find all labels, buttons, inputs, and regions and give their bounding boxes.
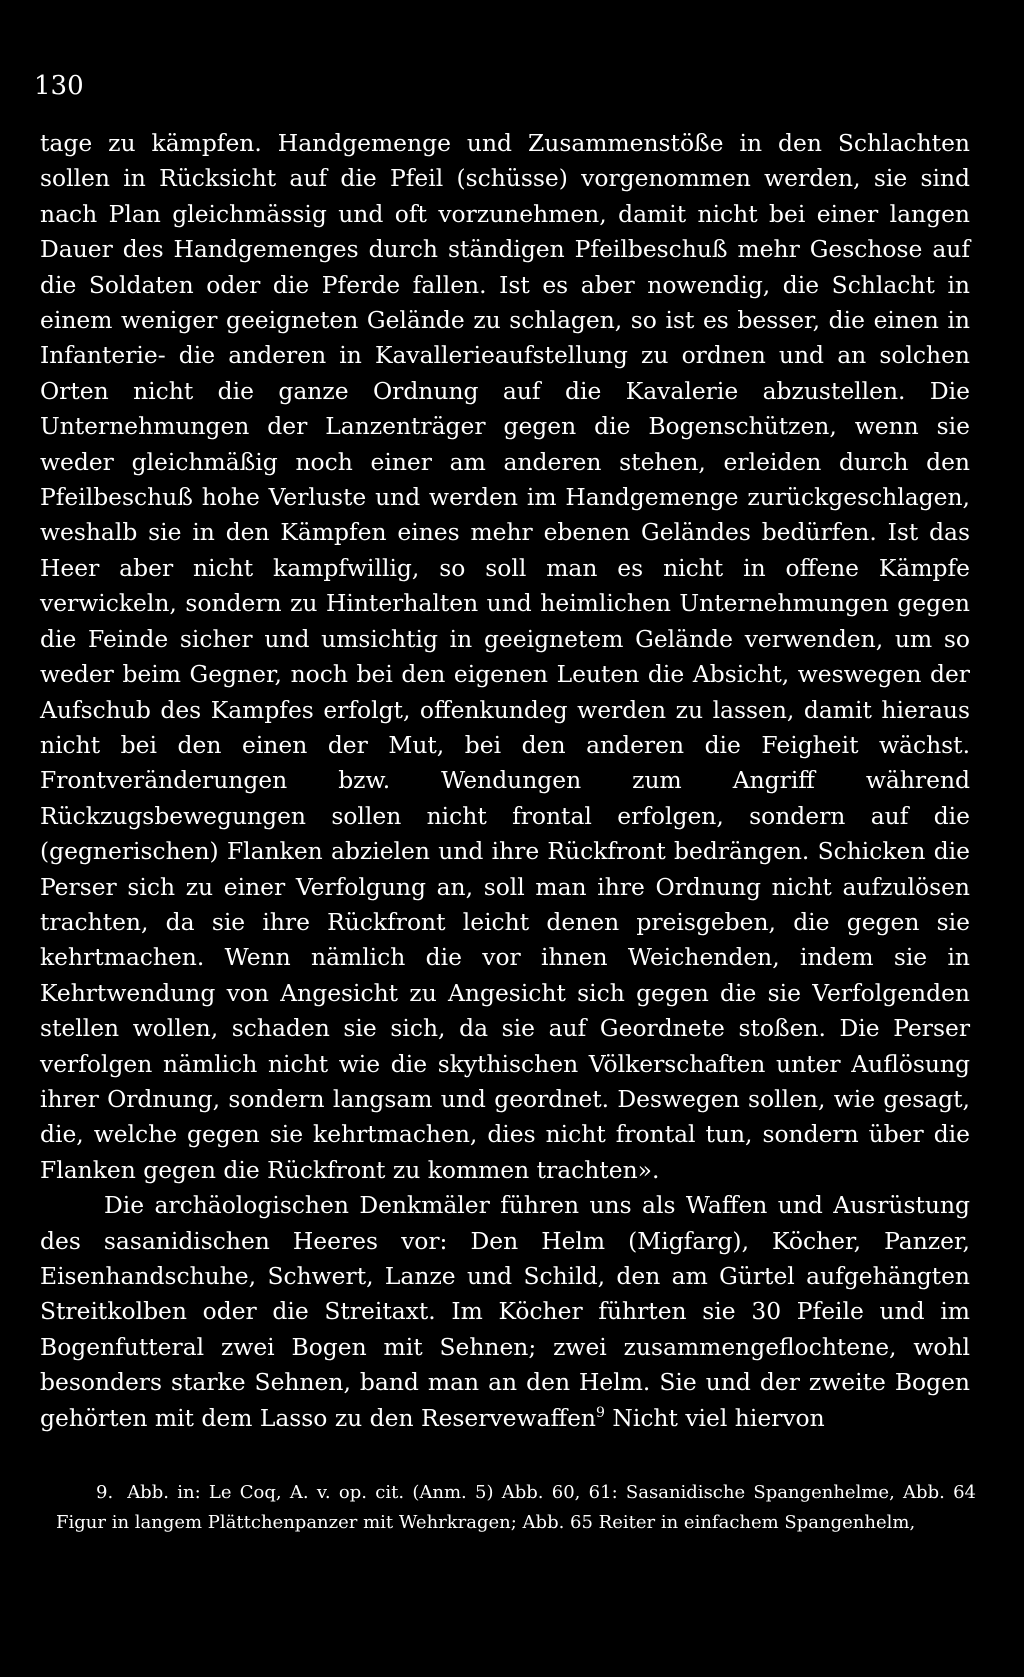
footnote-text: Abb. in: Le Coq, A. v. op. cit. (Anm. 5) Abb. 60, 61: Sasanidische Spangenhelme, Abb. 64 Figur in langem Plättchenpanzer mit Wehrkragen; Abb. 65 Reiter in einfachem Spangenhelm, [56,1482,976,1533]
footnote-number: 9. [96,1482,114,1503]
footnote [56,1478,976,1538]
paragraph-1: tage zu kämpfen. Handgemenge und Zusammenstöße in den Schlachten sollen in Rücksicht auf die Pfeil (schüsse) vorgenommen werden, sie sind nach Plan gleichmässig und oft vorzunehmen, damit nicht bei einer langen Dauer des Handgemenges durch ständigen Pfeilbeschuß mehr Geschose auf die Soldaten oder die Pferde fallen. Ist es aber nowendig, die Schlacht in einem weniger geeigneten Gelände zu schlagen, so ist es besser, die einen in Infanterie- die anderen in Kavallerieaufstellung zu ordnen und an solchen Orten nicht die ganze Ordnung auf die Kavalerie abzustellen. Die Unternehmungen der Lanzenträger gegen die Bogenschützen, wenn sie weder gleichmäßig noch einer am anderen stehen, erleiden durch den Pfeilbeschuß hohe Verluste und werden im Handgemenge zurückgeschlagen, weshalb sie in den Kämpfen eines mehr ebenen Geländes bedürfen. Ist das Heer aber nicht kampfwillig, so soll man es nicht in offene Kämpfe verwickeln, sondern zu Hinterhalten und heimlichen Unternehmungen gegen die Feinde sicher und umsichtig in geeignetem Gelände verwenden, um so weder beim Gegner, noch bei den eigenen Leuten die Absicht, weswegen der Aufschub des Kampfes erfolgt, offenkundeg werden zu lassen, damit hieraus nicht bei den einen der Mut, bei den anderen die Feigheit wächst. Frontveränderungen bzw. Wendungen zum Angriff während Rückzugsbewegungen sollen nicht frontal erfolgen, sondern auf die (gegnerischen) Flanken abzielen und ihre Rückfront bedrängen. Schicken die Perser sich zu einer Verfolgung an, soll man ihre Ordnung nicht aufzulösen trachten, da sie ihre Rückfront leicht denen preisgeben, die gegen sie kehrtmachen. Wenn nämlich die vor ihnen Weichenden, indem sie in Kehrtwendung von Angesicht zu Angesicht sich gegen die sie Verfolgenden stellen wollen, schaden sie sich, da sie auf Geordnete stoßen. Die Perser verfolgen nämlich nicht wie die skythischen Völkerschaften unter Auflösung ihrer Ordnung, sondern langsam und geordnet. Deswegen sollen, wie gesagt, die, welche gegen sie kehrtmachen, dies nicht frontal tun, sondern über die Flanken gegen die Rückfront zu kommen trachten». [40,129,970,1184]
paragraph-2-tail: Nicht viel hiervon [604,1403,825,1432]
paragraph-2-text: Die archäologischen Denkmäler führen uns als Waffen und Ausrüstung des sasanidischen Heeres vor: Den Helm (Migfarg), Köcher, Panzer, Eisenhandschuhe, Schwert, Lanze und Schild, den am Gürtel aufgehängten Streitkolben oder die Streitaxt. Im Köcher führten sie 30 Pfeile und im Bogenfutteral zwei Bogen mit Sehnen; zwei zusammengeflochtene, wohl besonders starke Sehnen, band man an den Helm. Sie und der zweite Bogen gehörten mit dem Lasso zu den Reservewaffen [40,1191,970,1432]
paragraph-2 [40,1188,970,1436]
body-text [40,126,970,1436]
page-number: 130 [34,71,84,101]
footnote-reference: 9 [596,1404,605,1421]
